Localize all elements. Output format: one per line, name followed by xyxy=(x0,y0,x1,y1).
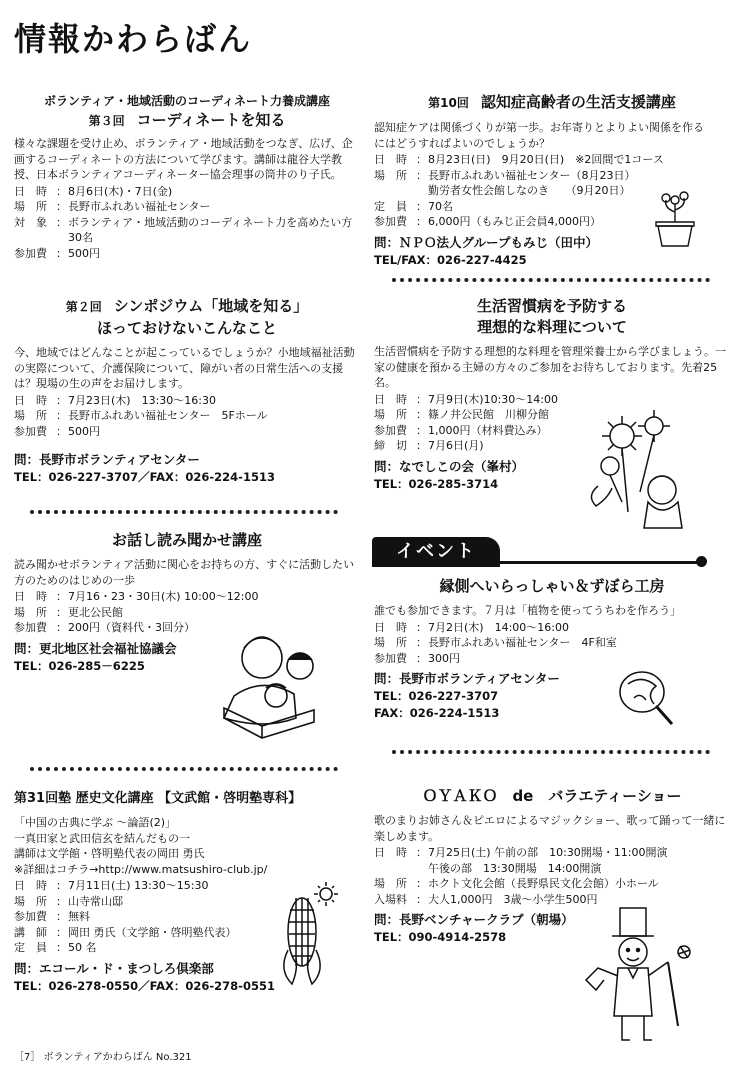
event-header-dot xyxy=(696,556,707,567)
detail-row: 定 員 ： 50 名 xyxy=(14,940,360,956)
article-title: 縁側へいらっしゃい＆ずぼら工房 xyxy=(439,577,665,595)
detail-value: 70名 xyxy=(428,199,453,213)
detail-row: 場 所 ： 長野市ふれあい福祉センター 5Fホール xyxy=(14,408,360,424)
detail-value: 7月16・23・30日(木) 10:00～12:00 xyxy=(68,590,259,603)
detail-label: 日 時 xyxy=(374,846,407,859)
detail-row: 講 師 ： 岡田 勇氏（文学館・啓明塾代表） xyxy=(14,925,360,941)
detail-row: 日 時 ： 7月2日(木) 14:00～16:00 xyxy=(374,620,730,636)
contact-tel: TEL：026-227-3707／FAX：026-224-1513 xyxy=(14,470,275,484)
detail-row: 日 時 ： 7月23日(木) 13:30～16:30 xyxy=(14,393,360,409)
detail-label: 場 所 xyxy=(14,894,47,908)
detail-value: 200円（資料代・3回分） xyxy=(68,621,195,634)
article-body: 歌のまりお姉さん＆ピエロによるマジックショー、歌って踊って一緒に楽しめます。 xyxy=(374,814,726,843)
detail-value: 7月2日(木) 14:00～16:00 xyxy=(428,620,569,634)
detail-row: 日 時 ： 7月25日(土) 午前の部 10:30開場・11:00開演 午後の部 13:30開場 14:00開演 xyxy=(374,845,730,876)
contact-tel: TEL：026-285－6225 xyxy=(14,658,145,673)
detail-value: 篠ノ井公民館 川柳分館 xyxy=(428,408,549,421)
detail-value: 500円 xyxy=(68,424,100,438)
contact-org: 問：なでしこの会（峯村） xyxy=(374,458,525,474)
contact-org: 問：ＮＰＯ法人グループもみじ（田中） xyxy=(374,234,599,250)
detail-value: 8月23日(日) 9月20日(日) ※2回間で1コース xyxy=(428,153,664,166)
article-title: お話し読み聞かせ講座 xyxy=(111,531,262,549)
article-body: 認知症ケアは関係づくりが第一歩。お年寄りとよりよい関係を作るにはどうすればよいのでしょうか？ xyxy=(374,121,704,150)
detail-label: 対 象 xyxy=(14,215,47,229)
detail-label: 日 時 xyxy=(14,184,47,198)
session-number: 第10回 xyxy=(428,96,469,110)
detail-label: 定 員 xyxy=(374,199,407,213)
flower-pot-illustration xyxy=(650,190,700,248)
contact-tel: TEL：090-4914-2578 xyxy=(374,930,507,944)
detail-label: 場 所 xyxy=(374,168,407,182)
detail-value: 7月6日(月) xyxy=(428,439,484,452)
sunflower-illustration xyxy=(578,402,696,532)
article-title: 第31回塾 歴史文化講座 【文武館・啓明塾専科】 xyxy=(14,791,302,806)
contact-tel: TEL：026-278-0550／FAX：026-278-0551 xyxy=(14,978,275,993)
detail-row: 場 所 ： 長野市ふれあい福祉センター 4F和室 xyxy=(374,635,730,651)
detail-value: 更北公民館 xyxy=(68,605,123,619)
article-title: ＯＹＡＫＯ de バラエティーショー xyxy=(422,787,682,805)
detail-row: 場 所 ： 長野市ふれあい福祉センター xyxy=(14,199,360,215)
detail-row: 場 所 ： 篠ノ井公民館 川柳分館 xyxy=(374,407,730,423)
event-section-header xyxy=(372,537,707,567)
article-coordinate xyxy=(14,92,364,261)
detail-row: 場 所 ： 長野市ふれあい福祉センター（8月23日） 勤労者女性会館しなのき （9月20日） xyxy=(374,168,730,199)
detail-value: 1,000円（材料費込み） xyxy=(428,423,548,437)
divider xyxy=(30,767,338,771)
detail-row: 場 所 ： 山寺常山邸 xyxy=(14,894,360,910)
detail-label: 日 時 xyxy=(14,879,47,892)
detail-row: 場 所 ： 更北公民館 xyxy=(14,605,360,621)
detail-label: 日 時 xyxy=(374,620,407,634)
detail-label: 場 所 xyxy=(14,200,47,213)
detail-row: 参加費 ： 500円 xyxy=(14,246,360,262)
detail-value: 山寺常山邸 xyxy=(68,894,123,908)
detail-value: 岡田 勇氏（文学館・啓明塾代表） xyxy=(68,925,237,939)
article-symposium xyxy=(14,296,360,486)
detail-label: 参加費 xyxy=(14,910,47,923)
contact-tel: TEL/FAX：026-227-4425 xyxy=(374,252,527,267)
detail-value: 6,000円（もみじ正会員4,000円） xyxy=(428,215,601,228)
contact-tel: TEL：026-227-3707 FAX：026-224-1513 xyxy=(374,689,500,720)
detail-label: 日 時 xyxy=(14,393,47,407)
article-pretitle: ボランティア・地域活動のコーディネート力養成講座 xyxy=(43,94,331,108)
title-text: 認知症高齢者の生活支援講座 xyxy=(480,93,676,111)
article-body: 生活習慣病を予防する理想的な料理を管理栄養士から学びましょう。一家の健康を預かる主婦の方々のご参加をお待ちしております。先着25名。 xyxy=(374,345,726,389)
details xyxy=(374,620,730,667)
detail-label: 定 員 xyxy=(14,941,47,954)
page-footer: ［7］ ボランティアかわらばん No.321 xyxy=(14,1052,192,1063)
article-title: 生活習慣病を予防する xyxy=(476,297,627,315)
article-title xyxy=(14,296,360,318)
detail-row: 入場料 ： 大人1,000円 3歳～小学生500円 xyxy=(374,892,730,908)
detail-value: 長野市ふれあい福祉センター 5Fホール xyxy=(68,409,268,422)
detail-row: 場 所 ： ホクト文化会館（長野県民文化会館）小ホール xyxy=(374,876,730,892)
detail-value: 7月11日(土) 13:30～15:30 xyxy=(68,879,209,892)
divider xyxy=(392,750,710,754)
detail-label: 参加費 xyxy=(374,423,407,437)
detail-row: 日 時 ： 7月11日(土) 13:30～15:30 xyxy=(14,878,360,894)
detail-value: 長野市ふれあい福祉センター（8月23日） 勤労者女性会館しなのき （9月20日） xyxy=(428,168,636,197)
contact-org: 問：長野ベンチャークラブ（朝場） xyxy=(374,912,574,927)
article-title xyxy=(14,110,360,132)
article-body: 読み聞かせボランティア活動に関心をお持ちの方、すぐに活動したい方のためのはじめの一歩 xyxy=(14,558,355,587)
article-body: 今、地域ではどんなことが起こっているでしょうか？小地域福祉活動の実際について、介護保険について、障がい者の日常生活への支援は？現場の生の声をお届けします。 xyxy=(14,346,355,390)
detail-value: 7月9日(木)10:30～14:00 xyxy=(428,392,558,406)
details xyxy=(14,393,360,440)
divider xyxy=(392,278,710,282)
detail-row: 定 員 ： 70名 xyxy=(374,199,730,215)
detail-label: 場 所 xyxy=(374,636,407,649)
article-subtitle: 理想的な料理について xyxy=(477,318,627,336)
title-text: シンポジウム「地域を知る」 xyxy=(113,297,309,315)
divider xyxy=(30,510,338,514)
detail-value: 長野市ふれあい福祉センター xyxy=(68,200,211,213)
detail-row: 日 時 ： 8月6日(木)・7日(金) xyxy=(14,184,360,200)
detail-value: 50 名 xyxy=(68,941,97,954)
detail-row: 参加費 ： 6,000円（もみじ正会員4,000円） xyxy=(374,214,730,230)
detail-label: 場 所 xyxy=(14,409,47,422)
article-title xyxy=(374,92,730,114)
event-tab-label: イベント xyxy=(372,537,500,567)
detail-row: 参加費 ： 1,000円（材料費込み） xyxy=(374,423,730,439)
detail-label: 締 切 xyxy=(374,439,407,452)
detail-value: 500円 xyxy=(68,246,100,260)
detail-label: 場 所 xyxy=(374,877,407,890)
detail-label: 日 時 xyxy=(374,392,407,406)
detail-row: 締 切 ： 7月6日(月) xyxy=(374,438,730,454)
detail-label: 日 時 xyxy=(374,153,407,166)
article-body: 「中国の古典に学ぶ ～論語(2)」 一真田家と武田信玄を結んだもの一 講師は文学館・啓明塾代表の岡田 勇氏 ※詳細はコチラ→http://www.matsushiro-club.jp/ xyxy=(14,816,268,876)
detail-label: 参加費 xyxy=(14,621,47,634)
contact-org: 問：エコール・ド・まつしろ倶楽部 xyxy=(14,960,214,976)
corn-character-illustration xyxy=(268,880,348,990)
detail-value: 大人1,000円 3歳～小学生500円 xyxy=(428,892,598,906)
detail-value: ボランティア・地域活動のコーディネート力を高めたい方 30名 xyxy=(68,215,364,244)
detail-value: 8月6日(木)・7日(金) xyxy=(68,184,173,198)
detail-value: 長野市ふれあい福祉センター 4F和室 xyxy=(428,636,617,649)
article-subtitle: ほっておけないこんなこと xyxy=(96,319,277,337)
details xyxy=(14,184,364,262)
detail-row: 参加費 ： 200円（資料代・3回分） xyxy=(14,620,360,636)
children-reading-illustration xyxy=(214,618,334,746)
uchiwa-fan-illustration xyxy=(614,664,676,728)
detail-row: 参加費 ： 500円 xyxy=(14,424,360,440)
detail-label: 日 時 xyxy=(14,590,47,603)
detail-label: 入場料 xyxy=(374,892,407,906)
article-body: 誰でも参加できます。７月は「植物を使ってうちわを作ろう」 xyxy=(374,604,682,617)
contact-tel: TEL：026-285-3714 xyxy=(374,476,499,491)
detail-row: 参加費 ： 無料 xyxy=(14,909,360,925)
detail-label: 参加費 xyxy=(14,424,47,438)
contact-org: 問：更北地区社会福祉協議会 xyxy=(14,640,177,656)
detail-row: 日 時 ： 7月16・23・30日(木) 10:00～12:00 xyxy=(14,589,360,605)
article-body: 様々な課題を受け止め、ボランティア・地域活動をつなぎ、広げ、企画するコーディネートの方法について学びます。講師は龍谷大学教授、日本ボランティアコーディネーター協会理事の筒井のり子氏。 xyxy=(14,137,353,181)
detail-value: 7月23日(木) 13:30～16:30 xyxy=(68,393,216,407)
detail-row: 日 時 ： 8月23日(日) 9月20日(日) ※2回間で1コース xyxy=(374,152,730,168)
detail-row: 日 時 ： 7月9日(木)10:30～14:00 xyxy=(374,392,730,408)
contact-org: 問：長野市ボランティアセンター xyxy=(374,671,560,686)
session-number: 第３回 xyxy=(88,114,125,128)
detail-row: 参加費 ： 300円 xyxy=(374,651,730,667)
detail-row: 対 象 ： ボランティア・地域活動のコーディネート力を高めたい方 30名 xyxy=(14,215,364,244)
detail-value: 7月25日(土) 午前の部 10:30開場・11:00開演 午後の部 13:30開場 14:00開演 xyxy=(428,846,668,875)
detail-label: 場 所 xyxy=(14,605,47,619)
session-number: 第２回 xyxy=(65,300,102,314)
masthead-title: 情報かわらばん xyxy=(14,20,253,58)
detail-label: 場 所 xyxy=(374,408,407,421)
detail-label: 参加費 xyxy=(374,651,407,665)
detail-label: 参加費 xyxy=(374,215,407,228)
article-engawa xyxy=(374,576,730,722)
details xyxy=(374,845,730,907)
detail-label: 講 師 xyxy=(14,925,47,939)
detail-value: 300円 xyxy=(428,651,460,665)
event-header-rule xyxy=(500,561,700,564)
title-text: コーディネートを知る xyxy=(136,111,286,129)
magician-illustration xyxy=(584,906,710,1046)
detail-value: ホクト文化会館（長野県民文化会館）小ホール xyxy=(428,877,659,890)
contact-org: 問：長野市ボランティアセンター xyxy=(14,452,200,467)
detail-label: 参加費 xyxy=(14,246,47,260)
detail-value: 無料 xyxy=(68,910,90,923)
